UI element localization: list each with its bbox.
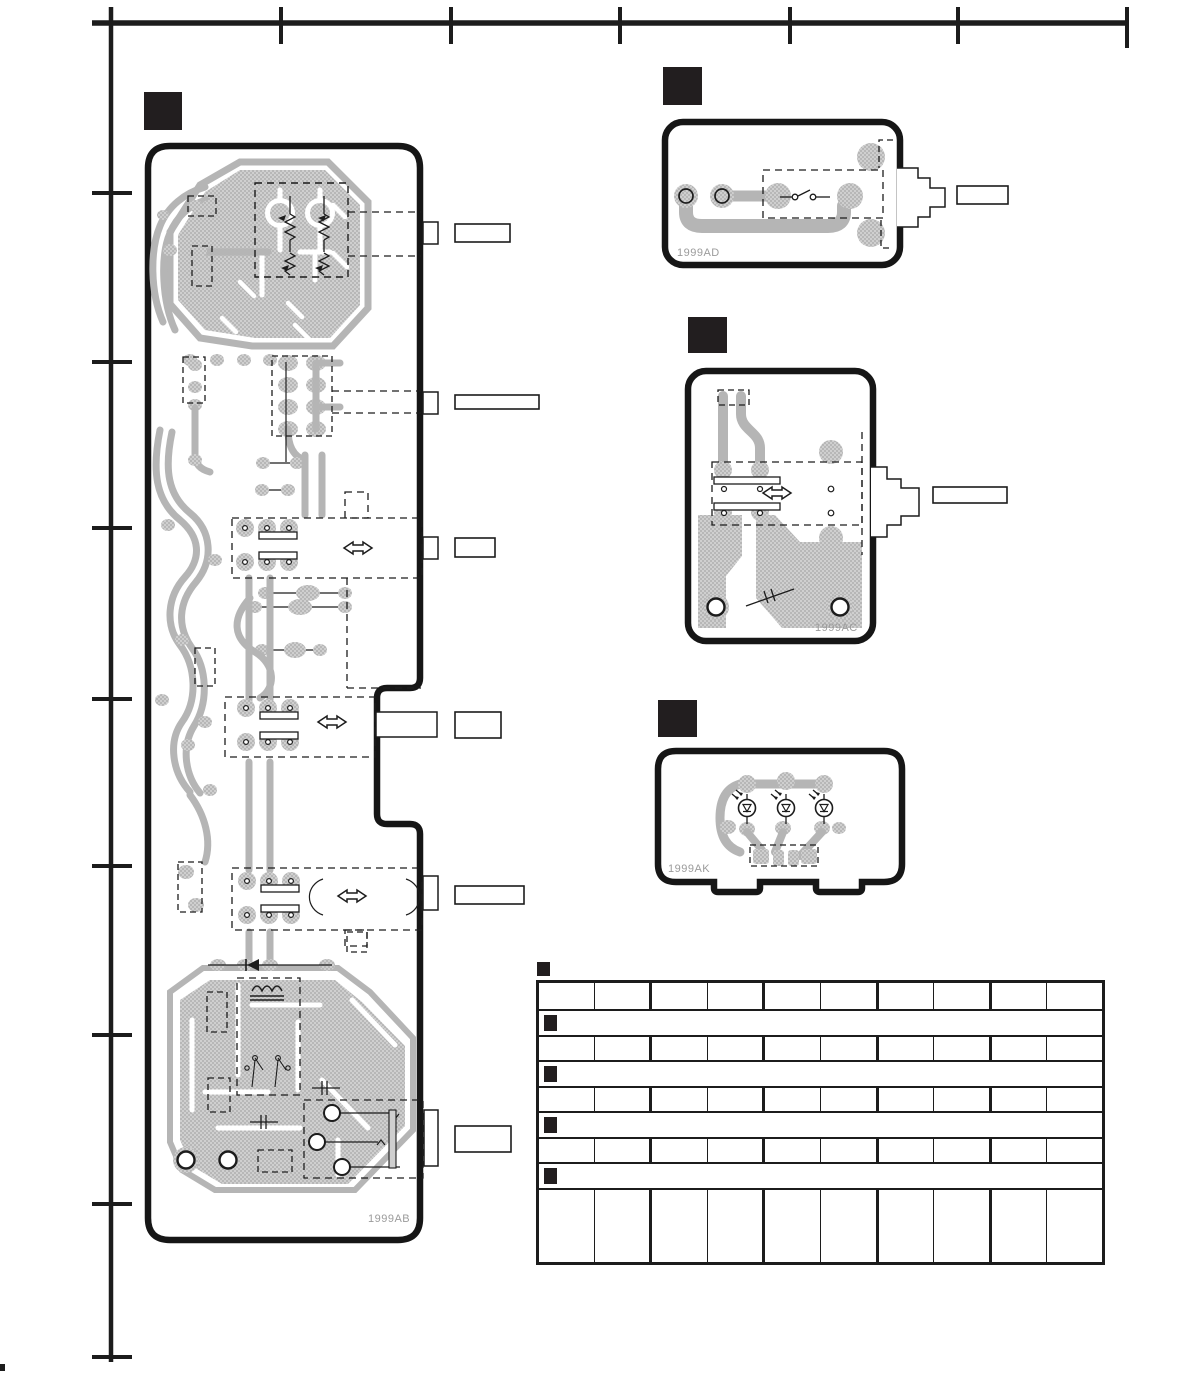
- table-cell: [765, 1088, 821, 1111]
- section-marker-icon: [544, 1066, 557, 1082]
- table-cell: [934, 1088, 992, 1111]
- callout-box-5: [455, 886, 524, 904]
- callout-box-2: [455, 395, 539, 409]
- edge-connector: [871, 467, 919, 537]
- callout-box-4: [455, 712, 501, 738]
- table-cell: [595, 983, 653, 1009]
- table-cell: [708, 1088, 766, 1111]
- board-id-label-ac: 1999AC: [815, 622, 858, 634]
- table-cell: [539, 1037, 595, 1060]
- mounting-hole: [703, 594, 729, 620]
- table-cell: [595, 1139, 653, 1162]
- connector-tab-3: [423, 537, 438, 559]
- table-cell: [821, 1088, 879, 1111]
- table-cell: [879, 983, 935, 1009]
- table-row: [539, 983, 1102, 1011]
- table-section-marker-row: [539, 1011, 1102, 1037]
- table-cell: [992, 983, 1048, 1009]
- table-cell: [765, 1037, 821, 1060]
- table-cell: [934, 1190, 992, 1262]
- mounting-hole: [173, 1147, 199, 1173]
- table-cell: [1047, 1088, 1102, 1111]
- connector-tab-4: [376, 712, 437, 737]
- jack-slider-bar: [389, 1110, 396, 1168]
- table-cell: [708, 1139, 766, 1162]
- table-cell: [539, 1139, 595, 1162]
- top-ruler: [92, 7, 1129, 48]
- callout-box-3: [455, 538, 495, 557]
- callout-box-8: [933, 487, 1007, 503]
- table-cell: [992, 1037, 1048, 1060]
- section-marker-ak: [658, 700, 697, 737]
- table-cell: [708, 1037, 766, 1060]
- table-section-marker-row: [539, 1062, 1102, 1088]
- table-cell: [821, 1037, 879, 1060]
- table-cell: [539, 1088, 595, 1111]
- table-cell: [595, 1190, 653, 1262]
- pcb-board-1999ac: [688, 371, 919, 641]
- callout-boxes: [455, 224, 539, 1152]
- table-cell: [821, 983, 879, 1009]
- table-cell: [595, 1037, 653, 1060]
- page-corner-mark: [0, 1364, 5, 1371]
- table-cell: [765, 1139, 821, 1162]
- mounting-hole: [827, 594, 853, 620]
- callout-box-7: [957, 186, 1008, 204]
- table-cell: [652, 983, 708, 1009]
- connector-tab-5: [423, 876, 438, 910]
- table-title-marker: [537, 962, 550, 976]
- table-row: [539, 1037, 1102, 1062]
- table-section-marker-row: [539, 1113, 1102, 1139]
- table-row: [539, 1088, 1102, 1113]
- table-cell: [1047, 1037, 1102, 1060]
- connector-tab-2: [423, 392, 438, 414]
- left-ruler: [92, 7, 132, 1362]
- table-cell: [879, 1139, 935, 1162]
- table-cell: [992, 1088, 1048, 1111]
- pcb-board-1999ak: [658, 751, 902, 892]
- table-cell: [821, 1190, 879, 1262]
- connector-tab-1: [423, 222, 438, 244]
- table-cell: [539, 1190, 595, 1262]
- section-marker-ad: [663, 67, 702, 105]
- table-cell: [765, 1190, 821, 1262]
- connector-tab-6: [424, 1110, 438, 1166]
- table-cell: [879, 1190, 935, 1262]
- board-id-label-ab: 1999AB: [368, 1213, 411, 1225]
- table-section-marker-row: [539, 1164, 1102, 1190]
- table-cell: [539, 983, 595, 1009]
- table-row: [539, 1139, 1102, 1164]
- mounting-hole: [215, 1147, 241, 1173]
- table-cell: [934, 983, 992, 1009]
- table-cell: [652, 1190, 708, 1262]
- table-cell: [595, 1088, 653, 1111]
- table-cell: [879, 1037, 935, 1060]
- table-cell: [1047, 983, 1102, 1009]
- table-cell: [765, 983, 821, 1009]
- table-row: [539, 1190, 1102, 1262]
- section-marker-icon: [544, 1015, 557, 1031]
- table-cell: [652, 1139, 708, 1162]
- table-cell: [652, 1037, 708, 1060]
- section-marker-ac: [688, 317, 727, 353]
- pcb-board-1999ad: [665, 122, 945, 265]
- table-cell: [934, 1037, 992, 1060]
- table-cell: [1047, 1139, 1102, 1162]
- pcb-board-1999ab: [148, 146, 438, 1240]
- table-cell: [652, 1088, 708, 1111]
- table-cell: [934, 1139, 992, 1162]
- table-cell: [879, 1088, 935, 1111]
- callout-box-6: [455, 1126, 511, 1152]
- table-cell: [708, 1190, 766, 1262]
- parts-table: [536, 980, 1105, 1265]
- edge-connector: [897, 168, 945, 227]
- table-cell: [992, 1139, 1048, 1162]
- board-id-label-ak: 1999AK: [668, 863, 711, 875]
- table-cell: [821, 1139, 879, 1162]
- section-marker-icon: [544, 1168, 557, 1184]
- table-cell: [708, 983, 766, 1009]
- board-id-label-ad: 1999AD: [677, 247, 720, 259]
- table-cell: [992, 1190, 1048, 1262]
- callout-box-1: [455, 224, 510, 242]
- section-marker-ab: [144, 92, 182, 130]
- table-cell: [1047, 1190, 1102, 1262]
- section-marker-icon: [544, 1117, 557, 1133]
